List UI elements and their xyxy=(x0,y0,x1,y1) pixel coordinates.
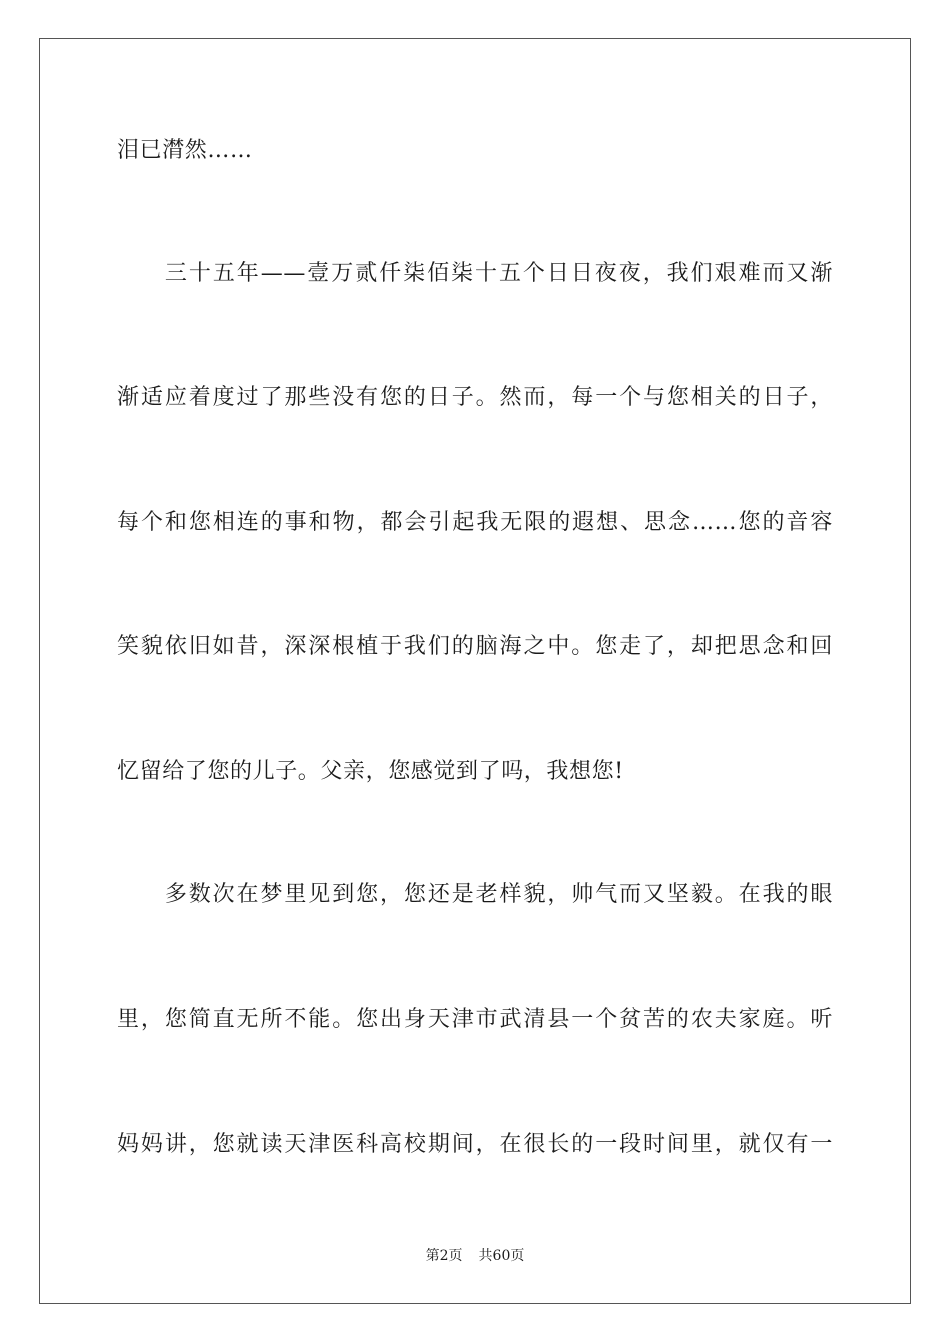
text-line-8: 里，您简直无所不能。您出身天津市武清县一个贫苦的农夫家庭。听 xyxy=(117,1007,833,1032)
text-line-6: 忆留给了您的儿子。父亲，您感觉到了吗，我想您! xyxy=(117,759,624,784)
page-border xyxy=(39,38,911,1304)
text-line-5: 笑貌依旧如昔，深深根植于我们的脑海之中。您走了，却把思念和回 xyxy=(117,634,833,659)
text-line-7: 多数次在梦里见到您，您还是老样貌，帅气而又坚毅。在我的眼 xyxy=(117,882,833,907)
total-pages: 共60页 xyxy=(478,1248,525,1264)
text-line-2: 三十五年——壹万贰仟柒佰柒十五个日日夜夜，我们艰难而又渐 xyxy=(117,261,833,286)
text-line-1: 泪已潸然…… xyxy=(117,138,253,163)
page-number: 第2页 xyxy=(425,1248,463,1264)
text-line-3: 渐适应着度过了那些没有您的日子。然而，每一个与您相关的日子， xyxy=(117,385,833,410)
page-footer xyxy=(0,1246,950,1266)
text-line-9: 妈妈讲，您就读天津医科高校期间，在很长的一段时间里，就仅有一 xyxy=(117,1132,833,1157)
text-line-4: 每个和您相连的事和物，都会引起我无限的遐想、思念……您的音容 xyxy=(117,510,833,535)
